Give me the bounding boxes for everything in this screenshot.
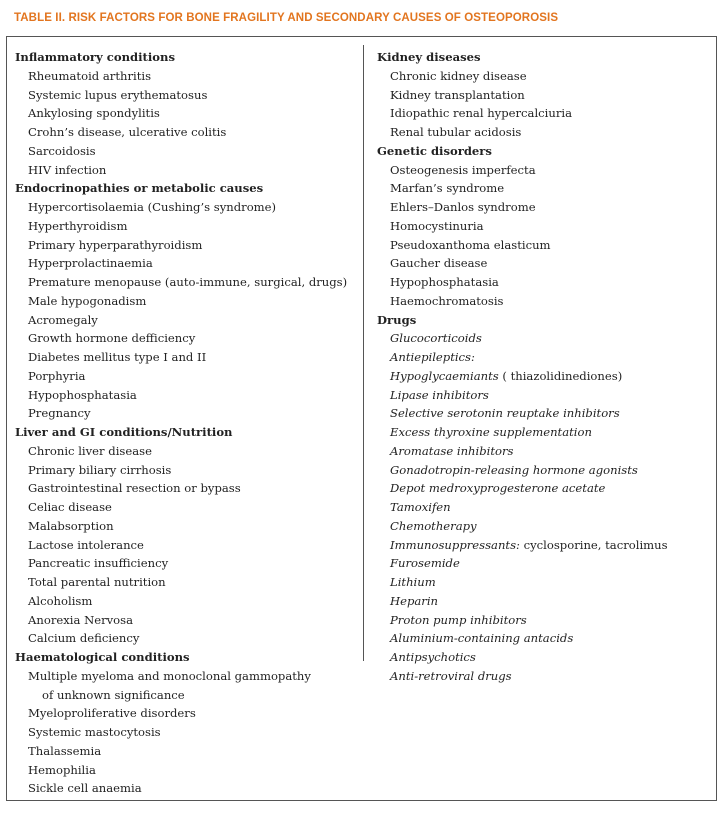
item-text: Hyperprolactinaemia	[28, 256, 153, 271]
item-text: Depot medroxyprogesterone acetate	[390, 481, 606, 496]
item-text: Marfan’s syndrome	[390, 181, 505, 196]
section-heading: Inflammatory conditions	[15, 50, 175, 64]
item-text: Pancreatic insufficiency	[28, 556, 169, 571]
item-text: Ehlers–Danlos syndrome	[390, 200, 536, 214]
item-text: Rheumatoid arthritis	[28, 68, 152, 83]
table-title: TABLE II. RISK FACTORS FOR BONE FRAGILITY AND SECONDARY CAUSES OF OSTEOPOROSIS	[14, 12, 559, 24]
item-text: Hypoglycaemiants	[390, 368, 499, 383]
item-text: Anti-retroviral drugs	[390, 668, 512, 683]
list-item	[377, 611, 712, 630]
item-text: Proton pump inhibitors	[390, 612, 527, 627]
list-item	[15, 536, 360, 555]
item-text: Acromegaly	[28, 312, 98, 327]
list-item	[15, 198, 360, 217]
list-item	[15, 161, 360, 180]
item-text: Excess thyroxine supplementation	[390, 425, 592, 439]
item-text: Hypercortisolaemia (Cushing’s syndrome)	[28, 200, 277, 214]
list-item	[15, 742, 360, 761]
list-item	[15, 573, 360, 592]
list-item	[377, 273, 712, 292]
item-text: Glucocorticoids	[390, 331, 482, 346]
list-item	[15, 367, 360, 386]
item-text: Malabsorption	[28, 518, 114, 533]
item-text: Antiepileptics:	[390, 350, 475, 364]
item-text: Pseudoxanthoma elasticum	[390, 237, 551, 252]
list-item	[377, 442, 712, 461]
item-text: Porphyria	[28, 368, 86, 383]
list-item	[15, 592, 360, 611]
list-item	[15, 142, 360, 161]
item-text: Hypophosphatasia	[390, 275, 499, 289]
list-item	[377, 423, 712, 442]
list-item	[377, 573, 712, 592]
item-text: Lithium	[390, 575, 436, 589]
list-item	[377, 592, 712, 611]
list-item	[377, 461, 712, 480]
list-item	[377, 479, 712, 498]
list-item	[15, 292, 360, 311]
list-item	[377, 536, 712, 555]
item-suffix: cyclosporine, tacrolimus	[519, 537, 668, 552]
list-item	[377, 236, 712, 255]
item-text: Lipase inhibitors	[390, 387, 489, 402]
item-text: Chronic kidney disease	[390, 68, 527, 83]
list-item	[15, 311, 360, 330]
list-item	[15, 67, 360, 86]
item-text: Pregnancy	[28, 406, 91, 421]
list-item	[377, 367, 712, 386]
item-text: Heparin	[390, 593, 439, 608]
item-text: Sarcoidosis	[28, 143, 96, 158]
list-item	[15, 629, 360, 648]
item-text: Selective serotonin reuptake inhibitors	[390, 406, 620, 421]
list-item	[15, 254, 360, 273]
item-text: Celiac disease	[28, 500, 112, 514]
list-item	[377, 292, 712, 311]
list-item	[15, 461, 360, 480]
item-text: Aluminium-containing antacids	[390, 631, 574, 646]
item-text: HIV infection	[28, 162, 107, 177]
item-text: Primary biliary cirrhosis	[28, 462, 172, 477]
item-text: Gastrointestinal resection or bypass	[28, 481, 241, 496]
list-item	[15, 442, 360, 461]
list-item	[377, 123, 712, 142]
list-item	[15, 236, 360, 255]
list-item	[377, 86, 712, 105]
list-item	[15, 611, 360, 630]
list-item	[15, 704, 360, 723]
left-column	[15, 48, 360, 798]
list-item	[15, 217, 360, 236]
item-text: Hemophilia	[28, 762, 96, 777]
list-item-continuation: of unknown significance	[42, 687, 185, 702]
list-item	[377, 67, 712, 86]
column-divider	[363, 45, 364, 661]
right-column	[377, 48, 712, 686]
list-item	[15, 404, 360, 423]
item-text: Ankylosing spondylitis	[28, 106, 160, 121]
list-item	[15, 386, 360, 405]
item-text: Lactose intolerance	[28, 537, 144, 552]
section-heading: Haematological conditions	[15, 650, 190, 664]
item-text: Hyperthyroidism	[28, 218, 128, 233]
list-item	[377, 198, 712, 217]
item-text: Kidney transplantation	[390, 87, 525, 102]
item-text: Premature menopause (auto-immune, surgical, drugs)	[28, 275, 348, 289]
list-item	[15, 329, 360, 348]
item-text: Crohn’s disease, ulcerative colitis	[28, 125, 227, 139]
item-text: Gaucher disease	[390, 256, 488, 271]
list-item	[377, 254, 712, 273]
item-text: Systemic mastocytosis	[28, 725, 161, 739]
item-text: Thalassemia	[28, 743, 102, 758]
list-item	[15, 723, 360, 742]
item-text: Myeloproliferative disorders	[28, 706, 196, 721]
list-item	[377, 554, 712, 573]
item-text: Haemochromatosis	[390, 293, 504, 308]
list-item	[377, 498, 712, 517]
item-text: Anorexia Nervosa	[28, 612, 134, 627]
item-text: Tamoxifen	[390, 500, 451, 514]
list-item	[377, 104, 712, 123]
list-item	[15, 479, 360, 498]
item-text: Growth hormone defficiency	[28, 331, 196, 346]
list-item	[377, 217, 712, 236]
item-text: Chemotherapy	[390, 518, 477, 533]
item-text: Furosemide	[390, 556, 460, 571]
item-text: Primary hyperparathyroidism	[28, 237, 203, 252]
item-text: Hypophosphatasia	[28, 387, 137, 402]
list-item	[15, 554, 360, 573]
item-text: Systemic lupus erythematosus	[28, 87, 208, 102]
list-item	[15, 667, 360, 686]
list-item	[15, 104, 360, 123]
section-heading: Drugs	[377, 312, 417, 327]
list-item	[377, 517, 712, 536]
item-text: Immunosuppressants:	[390, 537, 520, 552]
section-heading: Endocrinopathies or metabolic causes	[15, 181, 264, 196]
list-item	[15, 348, 360, 367]
item-text: Calcium deficiency	[28, 631, 140, 646]
list-item	[377, 386, 712, 405]
section-heading: Liver and GI conditions/Nutrition	[15, 425, 233, 439]
list-item	[15, 123, 360, 142]
item-text: Multiple myeloma and monoclonal gammopathy	[28, 668, 311, 683]
list-item	[15, 273, 360, 292]
item-text: Alcoholism	[28, 593, 93, 608]
item-text: Renal tubular acidosis	[390, 125, 522, 139]
list-item	[15, 86, 360, 105]
item-text: Idiopathic renal hypercalciuria	[390, 106, 572, 121]
item-text: Antipsychotics	[390, 650, 476, 664]
item-suffix: ( thiazolidinediones)	[498, 368, 623, 383]
item-text: Total parental nutrition	[28, 575, 166, 589]
item-text: Male hypogonadism	[28, 293, 147, 308]
section-heading: Genetic disorders	[377, 143, 492, 158]
list-item	[377, 329, 712, 348]
list-item	[377, 648, 712, 667]
list-item	[377, 348, 712, 367]
list-item	[377, 161, 712, 180]
item-text: Sickle cell anaemia	[28, 781, 142, 796]
item-text: Chronic liver disease	[28, 443, 152, 458]
item-text: Gonadotropin-releasing hormone agonists	[390, 462, 638, 477]
list-item	[15, 517, 360, 536]
item-text: Aromatase inhibitors	[390, 443, 514, 458]
item-text: Diabetes mellitus type I and II	[28, 350, 207, 364]
list-item	[377, 179, 712, 198]
section-heading: Kidney diseases	[377, 50, 481, 64]
item-text: Homocystinuria	[390, 218, 484, 233]
item-text: Osteogenesis imperfecta	[390, 162, 536, 177]
list-item	[15, 761, 360, 780]
list-item	[377, 404, 712, 423]
list-item	[15, 779, 360, 798]
list-item	[15, 498, 360, 517]
list-item	[377, 667, 712, 686]
list-item	[377, 629, 712, 648]
